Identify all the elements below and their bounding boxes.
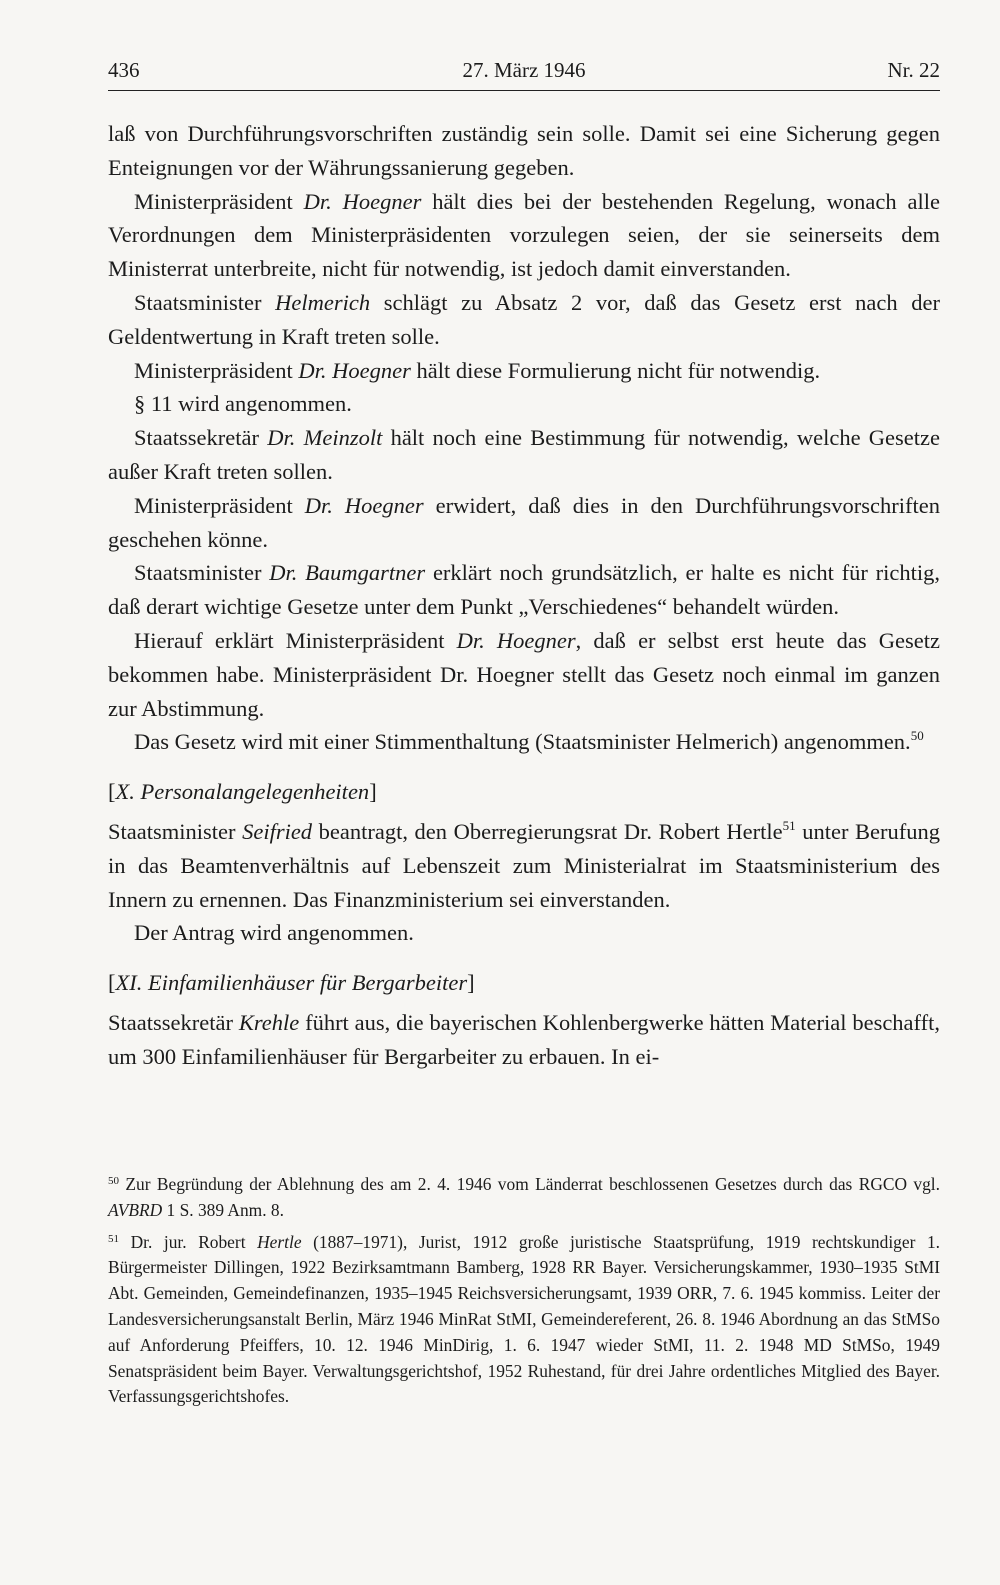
person-name: Seifried bbox=[242, 818, 313, 844]
footnote-number: 51 bbox=[108, 1232, 119, 1245]
paragraph: Hierauf erklärt Ministerpräsident Dr. Hoegner, daß er selbst erst heute das Gesetz bekommen habe. Ministerpräsident Dr. Hoegner stellt das Gesetz noch einmal im ganzen zur Abstimmung. bbox=[108, 627, 940, 721]
page-number: 436 bbox=[108, 58, 140, 82]
person-name: Helmerich bbox=[275, 289, 371, 315]
paragraph: Ministerpräsident Dr. Hoegner hält diese Formulierung nicht für notwendig. bbox=[134, 357, 821, 383]
person-name: Dr. Meinzolt bbox=[267, 425, 383, 451]
footnotes bbox=[108, 1172, 940, 1416]
section-heading: [XI. Einfamilienhäuser für Bergarbeiter] bbox=[108, 970, 475, 996]
paragraph: Staatsminister Dr. Baumgartner erklärt noch grundsätzlich, er halte es nicht für richtig, daß derart wichtige Gesetze unter dem Punkt „Verschiedenes“ behandelt würden. bbox=[108, 560, 940, 620]
paragraph: Staatssekretär Krehle führt aus, die bayerischen Kohlenbergwerke hätten Material beschafft, um 300 Einfamilienhäuser für Bergarbeiter zu erbauen. In ei- bbox=[108, 1009, 941, 1069]
section-heading: [X. Personalangelegenheiten] bbox=[108, 779, 377, 805]
paragraph: Ministerpräsident Dr. Hoegner hält dies bei der bestehenden Regelung, wonach alle Verordnungen dem Ministerpräsidenten vorzulegen seien, der sie seinerseits dem Ministerrat unterbreite, nicht für notwendig, ist jedoch damit einverstanden. bbox=[108, 188, 940, 282]
paragraph: § 11 wird angenommen. bbox=[134, 391, 352, 417]
person-name: Dr. Hoegner bbox=[456, 627, 576, 653]
running-head bbox=[108, 58, 940, 88]
footnote-ref: 50 bbox=[910, 728, 924, 744]
person-name: Dr. Hoegner bbox=[304, 492, 424, 518]
footnote-ref: 51 bbox=[782, 817, 796, 833]
paragraph: Staatssekretär Dr. Meinzolt hält noch eine Bestimmung für notwendig, welche Gesetze außer Kraft treten sollen. bbox=[108, 425, 941, 484]
person-name: Dr. Baumgartner bbox=[269, 560, 426, 586]
person-name: Dr. Hoegner bbox=[303, 188, 422, 214]
header-date: 27. März 1946 bbox=[462, 58, 586, 82]
main-text bbox=[108, 117, 940, 1074]
footnote-number: 50 bbox=[108, 1175, 119, 1187]
person-name: Dr. Hoegner bbox=[298, 357, 411, 383]
paragraph: Das Gesetz wird mit einer Stimmenthaltung (Staatsminister Helmerich) angenommen.$^{50}$ bbox=[134, 728, 924, 755]
paragraph: Der Antrag wird angenommen. bbox=[134, 920, 414, 946]
person-name: Krehle bbox=[238, 1009, 300, 1035]
paragraph: laß von Durchführungsvorschriften zuständig sein solle. Damit sei eine Sicherung gegen Enteignungen vor der Währungssanierung gegeben. bbox=[108, 121, 940, 180]
paragraph: Staatsminister Helmerich schlägt zu Absatz 2 vor, daß das Gesetz erst nach der Geldentwertung in Kraft treten solle. bbox=[108, 289, 940, 349]
issue-number: Nr. 22 bbox=[887, 58, 940, 82]
footnote: $^{51}$ Dr. jur. Robert Hertle (1887–1971), Jurist, 1912 große juristische Staatsprüfung, 1919 rechtskundiger 1. Bürgermeister Dillingen, 1922 Bezirksamtmann Bamberg, 1928 RR Bayer. Versicherungskammer, 1930–1935 StMI Abt. Gemeinden, Gemeindefinanzen, 1935–1945 Reichsversicherungsamt, 1939 ORR, 7. 6. 1945 kommiss. Leiter der Landesversicherungsanstalt Berlin, März 1946 MinRat StMI, Gemeindereferent, 26. 8. 1946 Abordnung an das StMSo auf Anforderung Pfeiffers, 10. 12. 1946 MinDirig, 1. 6. 1947 wieder StMI, 11. 2. 1948 MD StMSo, 1949 Senatspräsident beim Bayer. Verwaltungsgerichtshof, 1952 Ruhestand, für drei Jahre ordentliches Mitglied des Bayer. Verfassungsgerichtshofes. bbox=[108, 1231, 940, 1407]
paragraph: Ministerpräsident Dr. Hoegner erwidert, daß dies in den Durchführungsvorschriften geschehen könne. bbox=[108, 492, 940, 552]
paragraph: Staatsminister Seifried beantragt, den Oberregierungsrat Dr. Robert Hertle$^{51}$ unter Berufung in das Beamtenverhältnis auf Lebenszeit zum Ministerialrat im Staatsministerium des Innern zu ernennen. Das Finanzministerium sei einverstanden. bbox=[108, 817, 940, 912]
header-rule bbox=[108, 90, 940, 91]
footnote: $^{50}$ Zur Begründung der Ablehnung des am 2. 4. 1946 vom Länderrat beschlossenen Gesetzes durch das RGCO vgl. AVBRD 1 S. 389 Anm. 8. bbox=[108, 1174, 940, 1220]
